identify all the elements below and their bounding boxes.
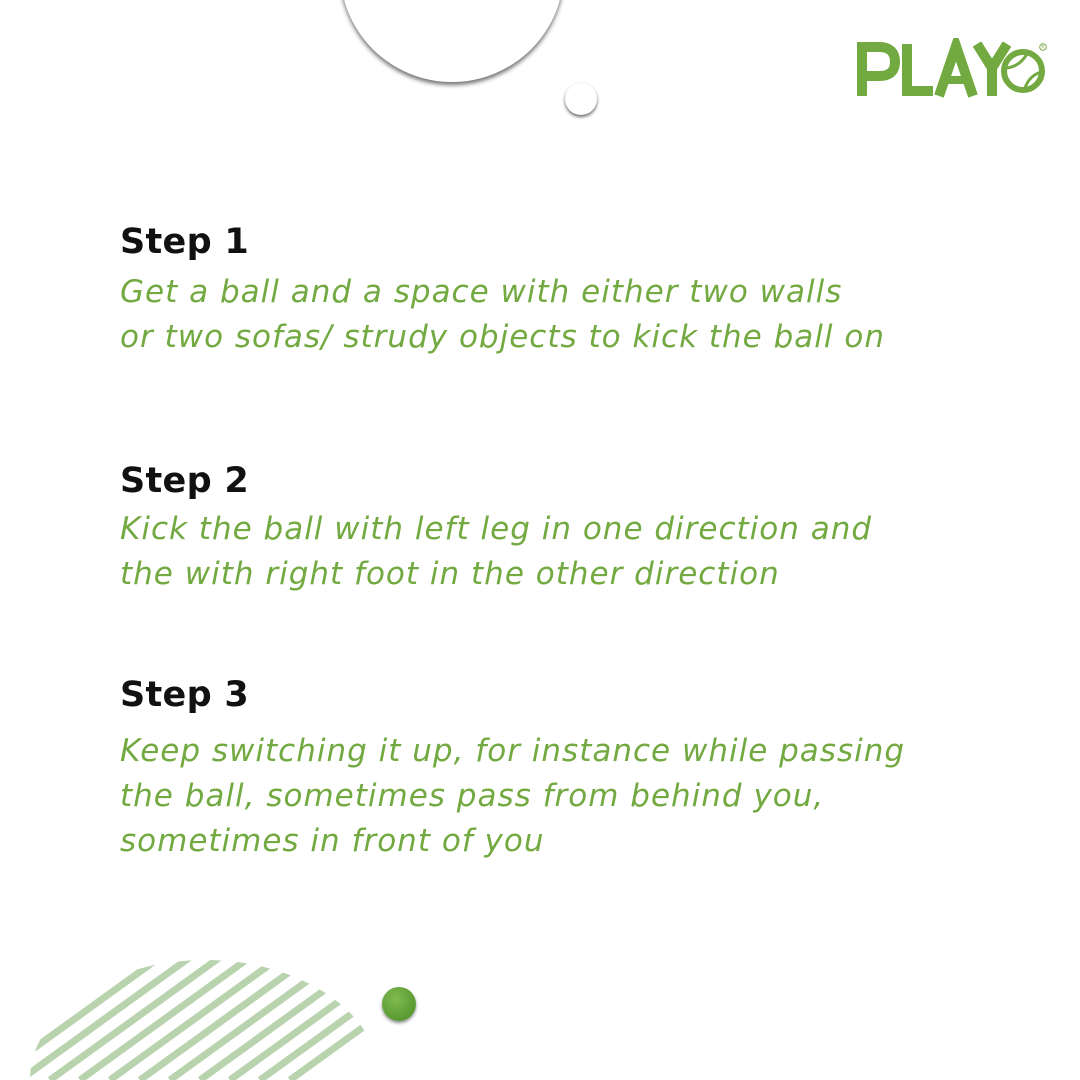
decorative-large-circle <box>340 0 564 82</box>
step-2-title: Step 2 <box>120 461 250 501</box>
step-3 <box>120 675 905 864</box>
step-3-line: Keep switching it up, for instance while passing <box>120 733 906 769</box>
step-2-description <box>120 507 872 597</box>
step-2-line: Kick the ball with left leg in one direction and <box>120 511 873 547</box>
decorative-stripes <box>30 950 370 1080</box>
step-1-title: Step 1 <box>120 222 250 262</box>
step-1-line: Get a ball and a space with either two walls <box>120 274 843 310</box>
step-3-line: sometimes in front of you <box>120 823 545 859</box>
svg-text:R: R <box>1041 45 1045 51</box>
decorative-small-circle <box>565 83 597 115</box>
step-1-line: or two sofas/ strudy objects to kick the ball on <box>120 319 885 355</box>
step-3-description <box>120 729 905 864</box>
step-3-line: the ball, sometimes pass from behind you, <box>120 778 825 814</box>
step-2-line: the with right foot in the other direction <box>120 556 780 592</box>
playo-logo <box>855 38 1047 100</box>
step-1 <box>120 222 885 360</box>
step-2 <box>120 461 872 597</box>
step-3-title: Step 3 <box>120 675 250 715</box>
step-1-description <box>120 270 885 360</box>
decorative-green-dot <box>382 987 416 1021</box>
